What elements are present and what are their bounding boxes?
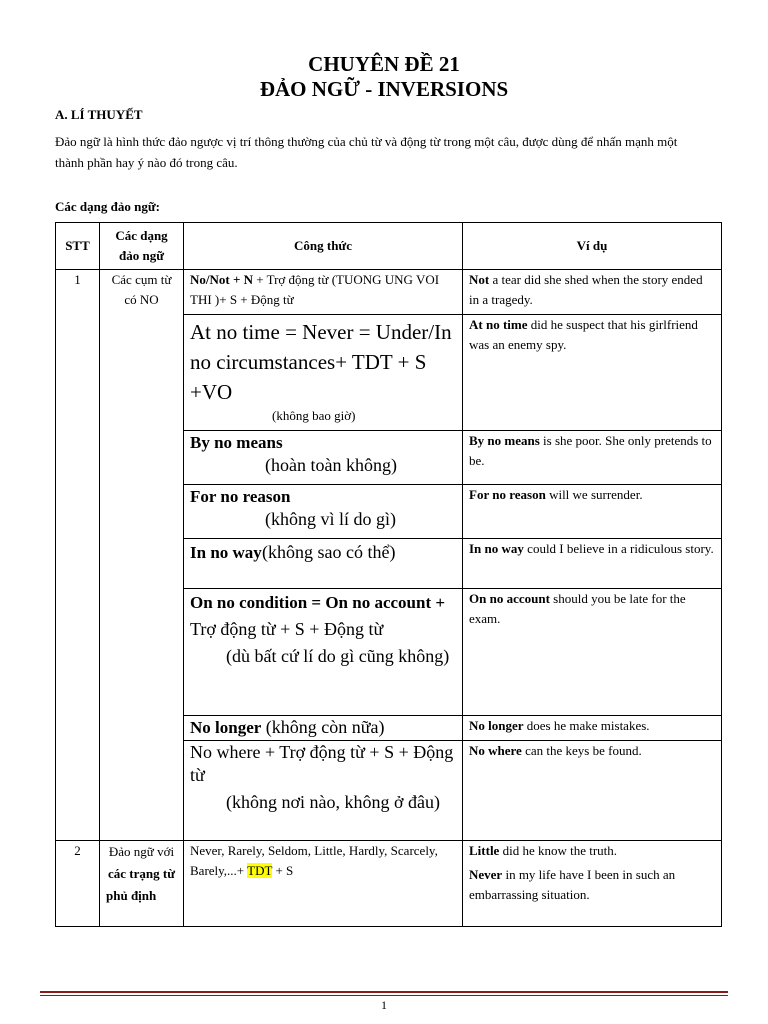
formula-cell	[184, 539, 463, 589]
table-header-row	[56, 223, 722, 270]
intro-paragraph: Đảo ngữ là hình thức đảo ngược vị trí thông thường của chủ từ và động từ trong một câu, được dùng để nhấn mạnh một thành phần hay ý nào đó trong câu.	[55, 134, 678, 170]
example-keyword: Not	[469, 272, 490, 287]
example-text: did he know the truth.	[499, 843, 618, 858]
formula-note: (không bao giờ)	[272, 408, 356, 423]
formula-keyword: No longer	[190, 718, 262, 737]
example-cell	[463, 841, 722, 927]
formula-keyword: By no means	[190, 433, 283, 452]
example-text: in my life have I been in such an embarrassing situation.	[469, 867, 676, 902]
formula-note: (không nơi nào, không ở đâu)	[226, 792, 441, 812]
example-keyword: No longer	[469, 718, 524, 733]
header-example: Ví dụ	[463, 223, 722, 270]
group2-type-text: Đảo ngữ với	[108, 844, 175, 859]
example-keyword: By no means	[469, 433, 540, 448]
document-title-line1: CHUYÊN ĐỀ 21	[308, 52, 460, 76]
formula-text: No where + Trợ động từ + S + Động từ	[190, 742, 454, 785]
header-formula: Công thức	[184, 223, 463, 270]
example-text: did he suspect that his girlfriend was an enemy spy.	[469, 317, 698, 352]
formula-keyword: In no way	[190, 543, 262, 562]
example-keyword: In no way	[469, 541, 524, 556]
formula-cell	[184, 741, 463, 841]
example-text: is she poor. She only pretends to be.	[469, 433, 712, 468]
formula-note: (không sao có thể)	[262, 542, 396, 562]
page-number: 1	[381, 998, 387, 1012]
table-row	[56, 270, 722, 315]
formula-cell	[184, 589, 463, 716]
group2-stt: 2	[56, 841, 100, 927]
group2-type	[100, 841, 184, 927]
inversion-table	[55, 222, 722, 927]
group1-type: Các cụm từ có NO	[100, 270, 184, 841]
example-text: should you be late for the exam.	[469, 591, 686, 626]
formula-keyword: No/Not + N	[190, 272, 254, 287]
formula-note: (hoàn toàn không)	[265, 455, 397, 475]
formula-text: Never, Rarely, Seldom, Little, Hardly, Scarcely, Barely,...+	[190, 843, 438, 878]
formula-keyword: For no reason	[190, 487, 291, 506]
example-cell	[463, 589, 722, 716]
formula-cell	[184, 485, 463, 539]
formula-cell	[184, 431, 463, 485]
example-text: will we surrender.	[545, 487, 643, 502]
document-title-line2: ĐẢO NGỮ - INVERSIONS	[259, 77, 509, 101]
example-text: could I believe in a ridiculous story.	[523, 541, 714, 556]
formula-cell	[184, 841, 463, 927]
formula-keyword: On no condition = On no account +	[190, 593, 446, 612]
example-keyword: Little	[469, 843, 500, 858]
example-cell	[463, 539, 722, 589]
example-cell	[463, 741, 722, 841]
formula-cell	[184, 270, 463, 315]
formula-cell	[184, 716, 463, 741]
footer-rule-thin	[40, 995, 728, 996]
formula-note: (không vì lí do gì)	[265, 509, 396, 529]
group1-stt: 1	[56, 270, 100, 841]
example-text: can the keys be found.	[521, 743, 642, 758]
footer-rule	[40, 991, 728, 993]
example-keyword: No where	[469, 743, 522, 758]
example-keyword: For no reason	[469, 487, 546, 502]
example-cell	[463, 716, 722, 741]
formula-text: Trợ động từ + S + Động từ	[190, 619, 384, 639]
group2-type-bold: các trạng từ phủ định	[106, 866, 175, 903]
example-cell	[463, 315, 722, 431]
formula-text-end: + S	[272, 863, 294, 878]
example-keyword: At no time	[469, 317, 528, 332]
example-text: a tear did she shed when the story ended in a tragedy.	[469, 272, 703, 307]
formula-text: (không còn nữa)	[261, 717, 385, 737]
formula-cell	[184, 315, 463, 431]
example-keyword: On no account	[469, 591, 550, 606]
formula-text: + Trợ động từ (TUONG UNG VOI THI )+ S + Động từ	[190, 272, 440, 307]
formula-note: (dù bất cứ lí do gì cũng không)	[226, 646, 450, 666]
table-title: Các dạng đảo ngữ:	[55, 199, 160, 214]
header-stt: STT	[56, 223, 100, 270]
table-row	[56, 841, 722, 927]
header-type: Các dạng đảo ngữ	[100, 223, 184, 270]
formula-highlight: TDT	[247, 863, 273, 878]
example-keyword: Never	[469, 867, 503, 882]
example-cell	[463, 485, 722, 539]
formula-text: At no time = Never = Under/In no circumstances+ TDT + S +VO	[190, 320, 452, 404]
example-cell	[463, 270, 722, 315]
example-cell	[463, 431, 722, 485]
section-heading: A. LÍ THUYẾT	[55, 107, 143, 122]
example-text: does he make mistakes.	[523, 718, 650, 733]
